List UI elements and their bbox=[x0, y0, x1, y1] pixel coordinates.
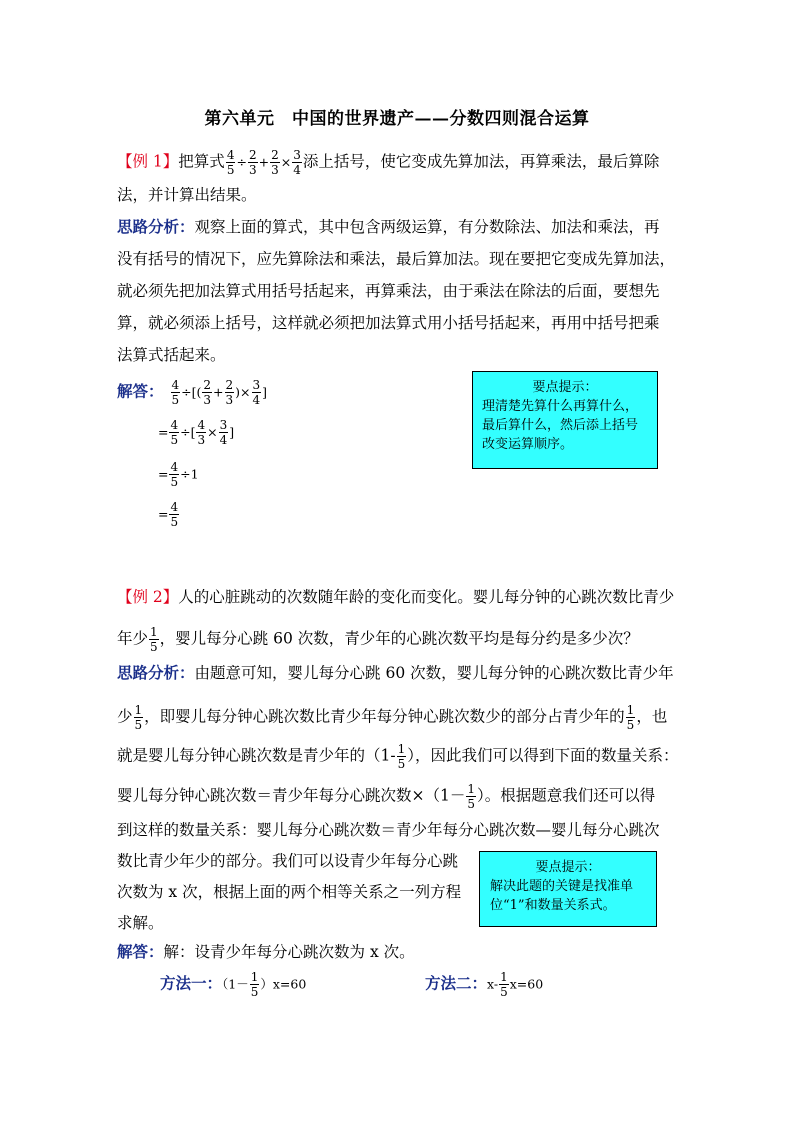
example1-analysis-line4: 算，就必须添上括号，这样就必须把加法算式用小括号括起来，再用中括号把乘 bbox=[117, 314, 660, 332]
example1-answer-step2: = $\frac{4}{5}$ ÷[ $\frac{4}{3}$ × $\frac{3}{4}$ ] bbox=[158, 418, 235, 447]
example1-tail: 添上括号，使它变成先算加法，再算乘法，最后算除 bbox=[302, 152, 660, 171]
example2-question-line2: 年少 $\frac{1}{5}$ ，婴儿每分心跳 60 次数，青少年的心跳次数平均是每分约是多少次？ bbox=[117, 625, 639, 654]
example1-tip-box bbox=[472, 371, 658, 469]
example2-question-line1: 【例 2】人的心脏跳动的次数随年龄的变化而变化。婴儿每分钟的心跳次数比青少 bbox=[117, 588, 675, 606]
fraction: $\frac{4}{5}$ bbox=[226, 148, 235, 177]
answer-label: 解答： bbox=[117, 942, 164, 961]
fraction: $\frac{2}{3}$ bbox=[271, 148, 279, 177]
method-two: 方法二：x- $\frac{1}{5}$ x=60 bbox=[425, 970, 544, 999]
example2-analysis-line2: 少 $\frac{1}{5}$ ，即婴儿每分钟心跳次数比青少年每分钟心跳次数少的部分占青少年的 $\frac{1}{5}$ ，也 bbox=[117, 703, 668, 732]
tip-line: 解决此题的关键是找准单 bbox=[490, 879, 634, 894]
example1-analysis-line5: 法算式括起来。 bbox=[117, 346, 226, 364]
example1-analysis-line1: 思路分析：观察上面的算式，其中包含两级运算，有分数除法、加法和乘法，再 bbox=[117, 217, 660, 236]
example2-analysis-line6: 数比青少年少的部分。我们可以设青少年每分心跳 bbox=[117, 852, 459, 870]
fraction: $\frac{2}{3}$ bbox=[248, 148, 257, 177]
example1-answer-step1: 解答： $\frac{4}{5}$ ÷[( $\frac{2}{3}$ + $\frac{2}{3}$ )× $\frac{3}{4}$ ] bbox=[117, 378, 268, 407]
example2-tag: 【例 2】 bbox=[117, 588, 179, 606]
example1-answer-step4: = $\frac{4}{5}$ bbox=[158, 500, 179, 529]
example1-analysis-line2: 没有括号的情况下，应先算除法和乘法，最后算加法。现在要把它变成先算加法， bbox=[117, 250, 676, 268]
example1-question-line2: 法，并计算出结果。 bbox=[117, 186, 257, 204]
example2-analysis-line5: 到这样的数量关系：婴儿每分心跳次数＝青少年每分心跳次数—婴儿每分心跳次 bbox=[117, 821, 660, 839]
method-two-label: 方法二： bbox=[425, 973, 488, 993]
example2-answer-line: 解答：解：设青少年每分心跳次数为 x 次。 bbox=[117, 942, 415, 961]
example1-lead: 把算式 bbox=[178, 152, 225, 171]
tip-line: 改变运算顺序。 bbox=[482, 437, 574, 452]
example2-analysis-line7: 次数为 x 次，根据上面的两个相等关系之一列方程 bbox=[117, 883, 462, 901]
analysis-label: 思路分析 bbox=[117, 663, 180, 682]
page-title: 第六单元 中国的世界遗产——分数四则混合运算 bbox=[204, 109, 590, 129]
method-one: 方法一：（1－ $\frac{1}{5}$ ）x=60 bbox=[160, 970, 307, 999]
example2-analysis-line1: 思路分析：由题意可知，婴儿每分心跳 60 次数，婴儿每分钟的心跳次数比青少年 bbox=[117, 663, 674, 682]
answer-label: 解答： bbox=[117, 381, 164, 401]
fraction: $\frac{3}{4}$ bbox=[293, 148, 301, 177]
tip-line: 位“1”和数量关系式。 bbox=[490, 898, 616, 913]
tip-line: 最后算什么，然后添上括号 bbox=[482, 418, 639, 433]
example2-analysis-line3: 就是婴儿每分钟心跳次数是青少年的（1- $\frac{1}{5}$ ），因此我们可以得到下面的数量关系： bbox=[117, 742, 679, 771]
example2-analysis-line8: 求解。 bbox=[117, 914, 164, 932]
example2-tip-box bbox=[479, 851, 657, 927]
example1-answer-step3: = $\frac{4}{5}$ ÷1 bbox=[158, 460, 199, 489]
analysis-label: 思路分析 bbox=[117, 217, 180, 236]
tip-line: 理清楚先算什么再算什么， bbox=[482, 399, 639, 414]
method-one-label: 方法一： bbox=[160, 973, 223, 993]
example1-question-line1: 【例 1】把算式 $\frac{4}{5}$ ÷ $\frac{2}{3}$ + $\frac{2}{3}$ × $\frac{3}{4}$ 添上括号，使它变成先算加法，再算乘法，最后算除 bbox=[117, 148, 660, 177]
example1-analysis-line3: 就必须先把加法算式用括号括起来，再算乘法，由于乘法在除法的后面，要想先 bbox=[117, 282, 660, 300]
example1-tag: 【例 1】 bbox=[117, 152, 179, 171]
tip-heading: 要点提示： bbox=[532, 380, 598, 395]
tip-heading: 要点提示： bbox=[535, 860, 601, 875]
example2-analysis-line4: 婴儿每分钟心跳次数＝青少年每分心跳次数×（1－ $\frac{1}{5}$ ）。根据题意我们还可以得 bbox=[117, 782, 656, 811]
